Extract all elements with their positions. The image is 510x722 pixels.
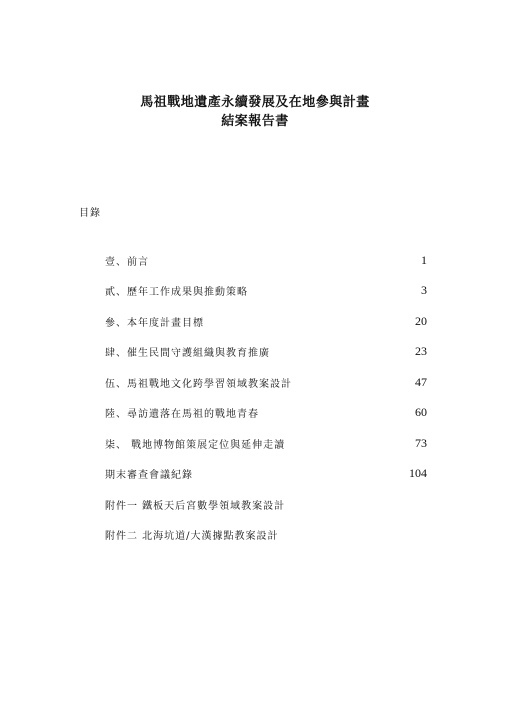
toc-entry-label: 肆、催生民間守護組織與教育推廣 bbox=[105, 348, 270, 360]
toc-entry[interactable] bbox=[105, 489, 427, 520]
toc-entry-page: 47 bbox=[415, 374, 427, 389]
toc-entry-label: 伍、馬祖戰地文化跨學習領域教案設計 bbox=[105, 378, 292, 390]
toc-list bbox=[105, 245, 427, 550]
document-title bbox=[0, 93, 510, 131]
toc-entry[interactable] bbox=[105, 428, 427, 459]
toc-entry-page: 60 bbox=[415, 405, 427, 420]
toc-heading: 目錄 bbox=[79, 208, 101, 219]
title-line-1: 馬祖戰地遺產永續發展及在地參與計畫 bbox=[140, 95, 370, 110]
toc-entry-label: 柒、 戰地博物館策展定位與延伸走讀 bbox=[105, 439, 286, 451]
toc-entry-label: 壹、前言 bbox=[105, 256, 149, 268]
toc-entry[interactable] bbox=[105, 520, 427, 551]
toc-entry-page: 104 bbox=[409, 466, 427, 481]
toc-entry-page: 73 bbox=[415, 435, 427, 450]
toc-entry[interactable] bbox=[105, 459, 427, 490]
toc-entry-label: 陸、尋訪遺落在馬祖的戰地青春 bbox=[105, 409, 259, 421]
toc-entry[interactable] bbox=[105, 306, 427, 337]
toc-entry-label: 貳、歷年工作成果與推動策略 bbox=[105, 287, 248, 299]
toc-entry-label: 參、本年度計畫目標 bbox=[105, 317, 204, 329]
toc-entry-page: 1 bbox=[421, 252, 427, 267]
toc-entry[interactable] bbox=[105, 398, 427, 429]
toc-entry[interactable] bbox=[105, 337, 427, 368]
toc-entry[interactable] bbox=[105, 367, 427, 398]
toc-entry[interactable] bbox=[105, 245, 427, 276]
toc-entry-label: 附件二 北海坑道/大漢據點教案設計 bbox=[105, 531, 279, 543]
toc-entry-page: 20 bbox=[415, 313, 427, 328]
toc-entry[interactable] bbox=[105, 276, 427, 307]
toc-entry-page: 23 bbox=[415, 344, 427, 359]
toc-entry-page: 3 bbox=[421, 283, 427, 298]
title-line-2: 結案報告書 bbox=[221, 114, 289, 129]
toc-entry-label: 附件一 鐵板天后宮數學領域教案設計 bbox=[105, 500, 286, 512]
toc-entry-label: 期末審查會議紀錄 bbox=[105, 470, 193, 482]
